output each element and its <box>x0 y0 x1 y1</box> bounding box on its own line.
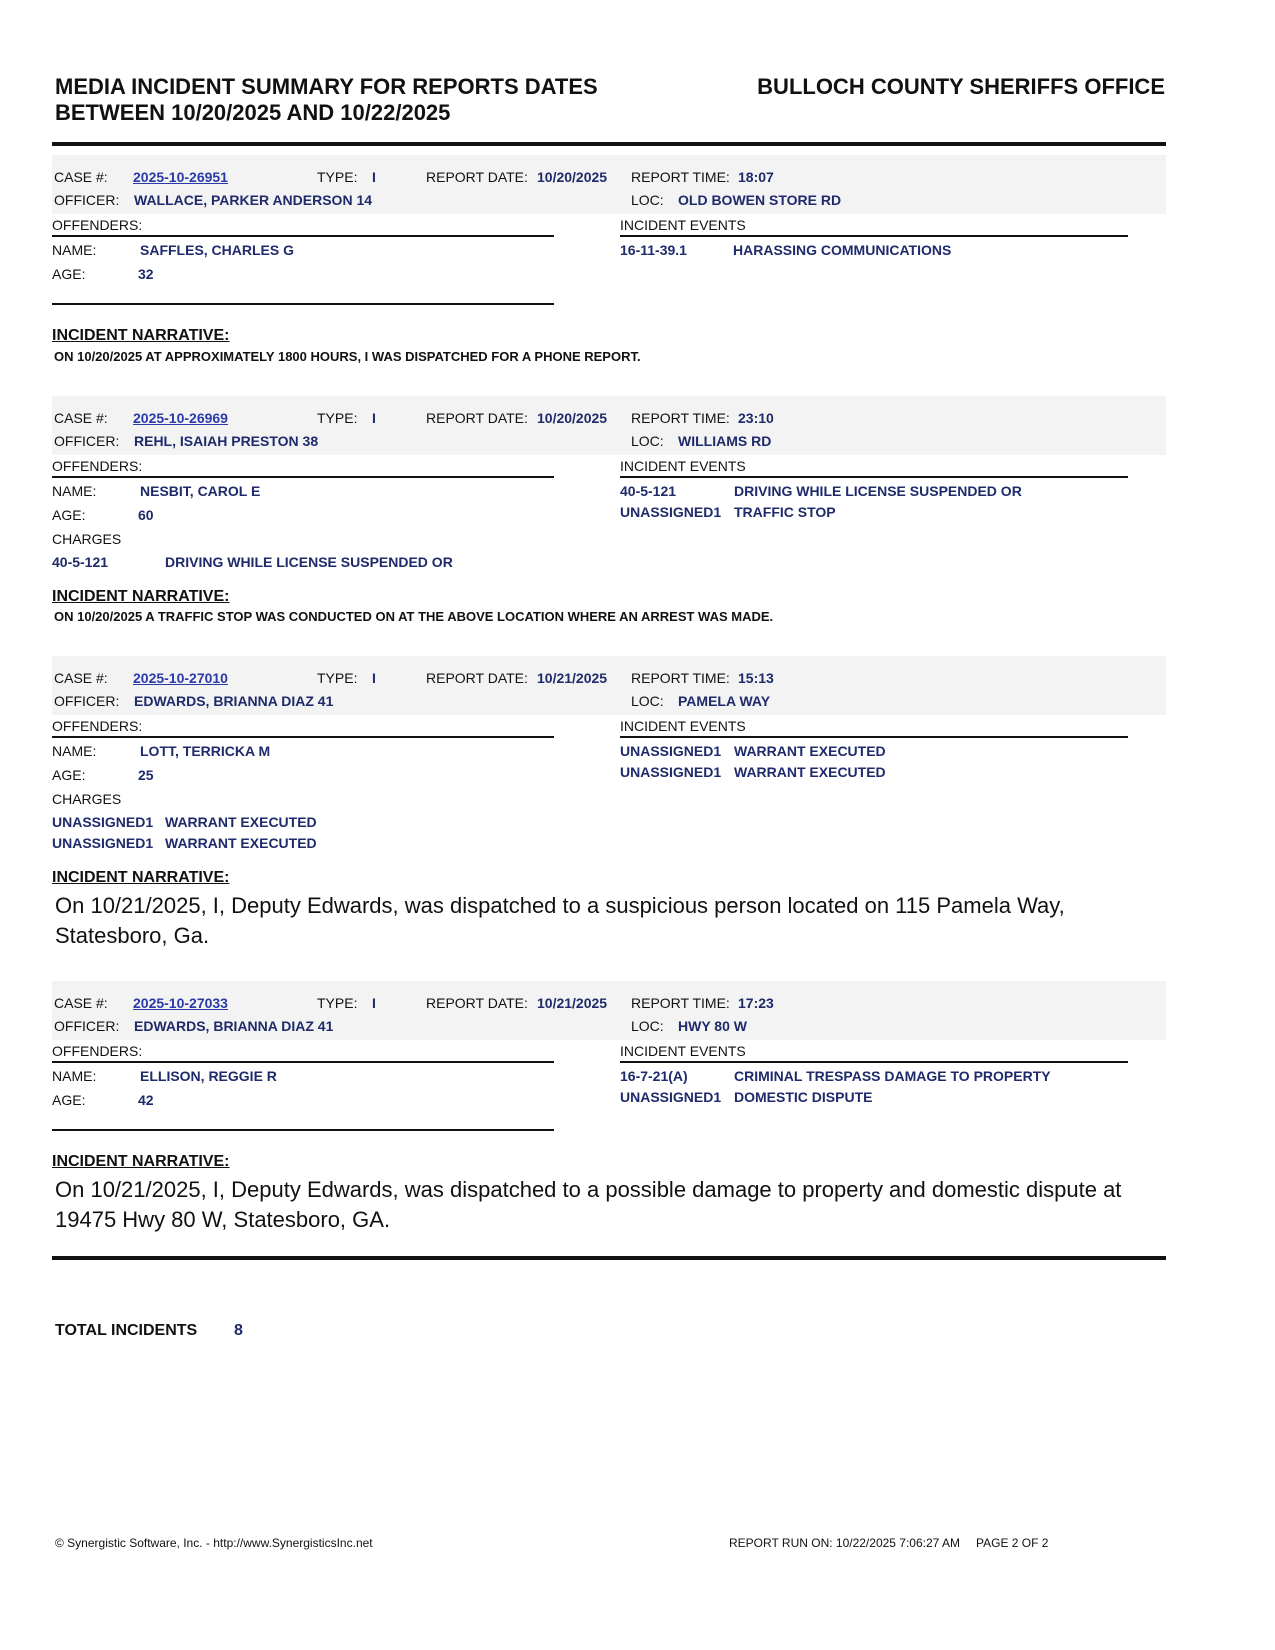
events-heading: INCIDENT EVENTS <box>620 1043 1128 1063</box>
page-title: MEDIA INCIDENT SUMMARY FOR REPORTS DATES BETWEEN 10/20/2025 AND 10/22/2025 <box>55 74 598 125</box>
loc-value: HWY 80 W <box>678 1018 747 1034</box>
charges-label: CHARGES <box>52 791 122 807</box>
type-label: TYPE: <box>317 995 358 1011</box>
event-code: UNASSIGNED1 <box>620 1089 722 1105</box>
narrative-text: ON 10/20/2025 A TRAFFIC STOP WAS CONDUCTED ON AT THE ABOVE LOCATION WHERE AN ARREST WAS MADE. <box>54 609 774 624</box>
event-desc: DOMESTIC DISPUTE <box>734 1089 873 1105</box>
incident-header <box>52 981 1166 1040</box>
narrative-text: ON 10/20/2025 AT APPROXIMATELY 1800 HOURS, I WAS DISPATCHED FOR A PHONE REPORT. <box>54 349 641 364</box>
narrative-text: On 10/21/2025, I, Deputy Edwards, was dispatched to a possible damage to property and domestic dispute at 19475 Hwy 80 W, Statesboro, GA. <box>55 1177 1122 1232</box>
incident-body <box>52 1040 1166 1142</box>
name-label: NAME: <box>52 1068 97 1084</box>
offenders-heading: OFFENDERS: <box>52 458 554 478</box>
report-time-value: 17:23 <box>738 995 774 1011</box>
report-date-label: REPORT DATE: <box>426 410 528 426</box>
offender-age: 25 <box>138 767 154 783</box>
narrative-label: INCIDENT NARRATIVE: <box>52 588 230 605</box>
type-value: I <box>372 410 376 426</box>
narrative-label: INCIDENT NARRATIVE: <box>52 327 230 344</box>
loc-value: PAMELA WAY <box>678 693 771 709</box>
report-time-value: 18:07 <box>738 169 774 185</box>
event-desc: TRAFFIC STOP <box>734 504 836 520</box>
report-time-label: REPORT TIME: <box>631 410 730 426</box>
officer-value: REHL, ISAIAH PRESTON 38 <box>134 433 319 449</box>
incident-body <box>52 214 1166 316</box>
header-divider <box>52 142 1166 146</box>
offenders-divider <box>52 1129 554 1131</box>
charge-desc: WARRANT EXECUTED <box>165 814 317 830</box>
name-label: NAME: <box>52 242 97 258</box>
report-time-value: 15:13 <box>738 670 774 686</box>
report-date-value: 10/21/2025 <box>537 995 608 1011</box>
officer-label: OFFICER: <box>54 433 120 449</box>
type-label: TYPE: <box>317 670 358 686</box>
case-label: CASE #: <box>54 410 108 426</box>
offender-age: 60 <box>138 507 154 523</box>
offenders-heading: OFFENDERS: <box>52 1043 554 1063</box>
loc-label: LOC: <box>631 192 664 208</box>
offender-name: LOTT, TERRICKA M <box>140 743 271 759</box>
incident-record <box>52 656 1166 855</box>
events-heading: INCIDENT EVENTS <box>620 458 1128 478</box>
loc-label: LOC: <box>631 433 664 449</box>
officer-value: WALLACE, PARKER ANDERSON 14 <box>134 192 373 208</box>
case-number-link[interactable]: 2025-10-27033 <box>133 995 228 1011</box>
footer-page-number: PAGE 2 OF 2 <box>976 1536 1049 1550</box>
name-label: NAME: <box>52 743 97 759</box>
event-desc: CRIMINAL TRESPASS DAMAGE TO PROPERTY <box>734 1068 1051 1084</box>
report-time-label: REPORT TIME: <box>631 995 730 1011</box>
case-number-link[interactable]: 2025-10-26969 <box>133 410 228 426</box>
total-incidents-label: TOTAL INCIDENTS <box>55 1322 198 1339</box>
summary-divider <box>52 1256 1166 1260</box>
type-value: I <box>372 169 376 185</box>
type-value: I <box>372 995 376 1011</box>
report-date-value: 10/20/2025 <box>537 169 608 185</box>
loc-label: LOC: <box>631 693 664 709</box>
narrative-label: INCIDENT NARRATIVE: <box>52 1153 230 1170</box>
type-label: TYPE: <box>317 410 358 426</box>
report-date-value: 10/21/2025 <box>537 670 608 686</box>
event-desc: HARASSING COMMUNICATIONS <box>733 242 952 258</box>
offender-age: 32 <box>138 266 154 282</box>
event-code: UNASSIGNED1 <box>620 764 722 780</box>
incident-record <box>52 396 1166 575</box>
event-desc: WARRANT EXECUTED <box>734 764 886 780</box>
officer-label: OFFICER: <box>54 1018 120 1034</box>
event-desc: WARRANT EXECUTED <box>734 743 886 759</box>
loc-label: LOC: <box>631 1018 664 1034</box>
report-time-value: 23:10 <box>738 410 774 426</box>
loc-value: WILLIAMS RD <box>678 433 772 449</box>
report-date-label: REPORT DATE: <box>426 169 528 185</box>
incident-body <box>52 455 1166 575</box>
offender-name: ELLISON, REGGIE R <box>140 1068 277 1084</box>
incident-header <box>52 656 1166 715</box>
offender-name: SAFFLES, CHARLES G <box>140 242 295 258</box>
events-heading: INCIDENT EVENTS <box>620 217 1128 237</box>
narrative-label: INCIDENT NARRATIVE: <box>52 869 230 886</box>
incident-record <box>52 155 1166 316</box>
age-label: AGE: <box>52 266 86 282</box>
case-label: CASE #: <box>54 995 108 1011</box>
age-label: AGE: <box>52 767 86 783</box>
case-label: CASE #: <box>54 670 108 686</box>
report-date-label: REPORT DATE: <box>426 670 528 686</box>
report-date-label: REPORT DATE: <box>426 995 528 1011</box>
incident-header <box>52 396 1166 455</box>
event-code: UNASSIGNED1 <box>620 743 722 759</box>
loc-value: OLD BOWEN STORE RD <box>678 192 842 208</box>
officer-label: OFFICER: <box>54 192 120 208</box>
footer-copyright: © Synergistic Software, Inc. - http://www.SynergisticsInc.net <box>55 1536 373 1550</box>
age-label: AGE: <box>52 1092 86 1108</box>
charge-code: UNASSIGNED1 <box>52 814 154 830</box>
charge-code: UNASSIGNED1 <box>52 835 154 851</box>
charge-code: 40-5-121 <box>52 554 109 570</box>
incident-body <box>52 715 1166 855</box>
report-time-label: REPORT TIME: <box>631 670 730 686</box>
offender-age: 42 <box>138 1092 154 1108</box>
case-label: CASE #: <box>54 169 108 185</box>
name-label: NAME: <box>52 483 97 499</box>
agency-name: BULLOCH COUNTY SHERIFFS OFFICE <box>757 74 1165 99</box>
charge-desc: DRIVING WHILE LICENSE SUSPENDED OR <box>165 554 453 570</box>
events-heading: INCIDENT EVENTS <box>620 718 1128 738</box>
case-number-link[interactable]: 2025-10-27010 <box>133 670 228 686</box>
case-number-link[interactable]: 2025-10-26951 <box>133 169 228 185</box>
total-incidents-value: 8 <box>234 1322 243 1339</box>
event-code: UNASSIGNED1 <box>620 504 722 520</box>
charge-desc: WARRANT EXECUTED <box>165 835 317 851</box>
officer-label: OFFICER: <box>54 693 120 709</box>
report-date-value: 10/20/2025 <box>537 410 608 426</box>
event-desc: DRIVING WHILE LICENSE SUSPENDED OR <box>734 483 1022 499</box>
offenders-heading: OFFENDERS: <box>52 718 554 738</box>
incident-record <box>52 981 1166 1142</box>
narrative-text: On 10/21/2025, I, Deputy Edwards, was dispatched to a suspicious person located on 115 Pamela Way, Statesboro, Ga. <box>55 893 1065 948</box>
footer-report-run: REPORT RUN ON: 10/22/2025 7:06:27 AM <box>729 1536 961 1550</box>
type-value: I <box>372 670 376 686</box>
offenders-divider <box>52 303 554 305</box>
officer-value: EDWARDS, BRIANNA DIAZ 41 <box>134 693 334 709</box>
type-label: TYPE: <box>317 169 358 185</box>
offenders-heading: OFFENDERS: <box>52 217 554 237</box>
event-code: 16-11-39.1 <box>620 242 687 258</box>
officer-value: EDWARDS, BRIANNA DIAZ 41 <box>134 1018 334 1034</box>
event-code: 16-7-21(A) <box>620 1068 688 1084</box>
report-time-label: REPORT TIME: <box>631 169 730 185</box>
incident-header <box>52 155 1166 214</box>
charges-label: CHARGES <box>52 531 122 547</box>
age-label: AGE: <box>52 507 86 523</box>
event-code: 40-5-121 <box>620 483 677 499</box>
offender-name: NESBIT, CAROL E <box>140 483 261 499</box>
